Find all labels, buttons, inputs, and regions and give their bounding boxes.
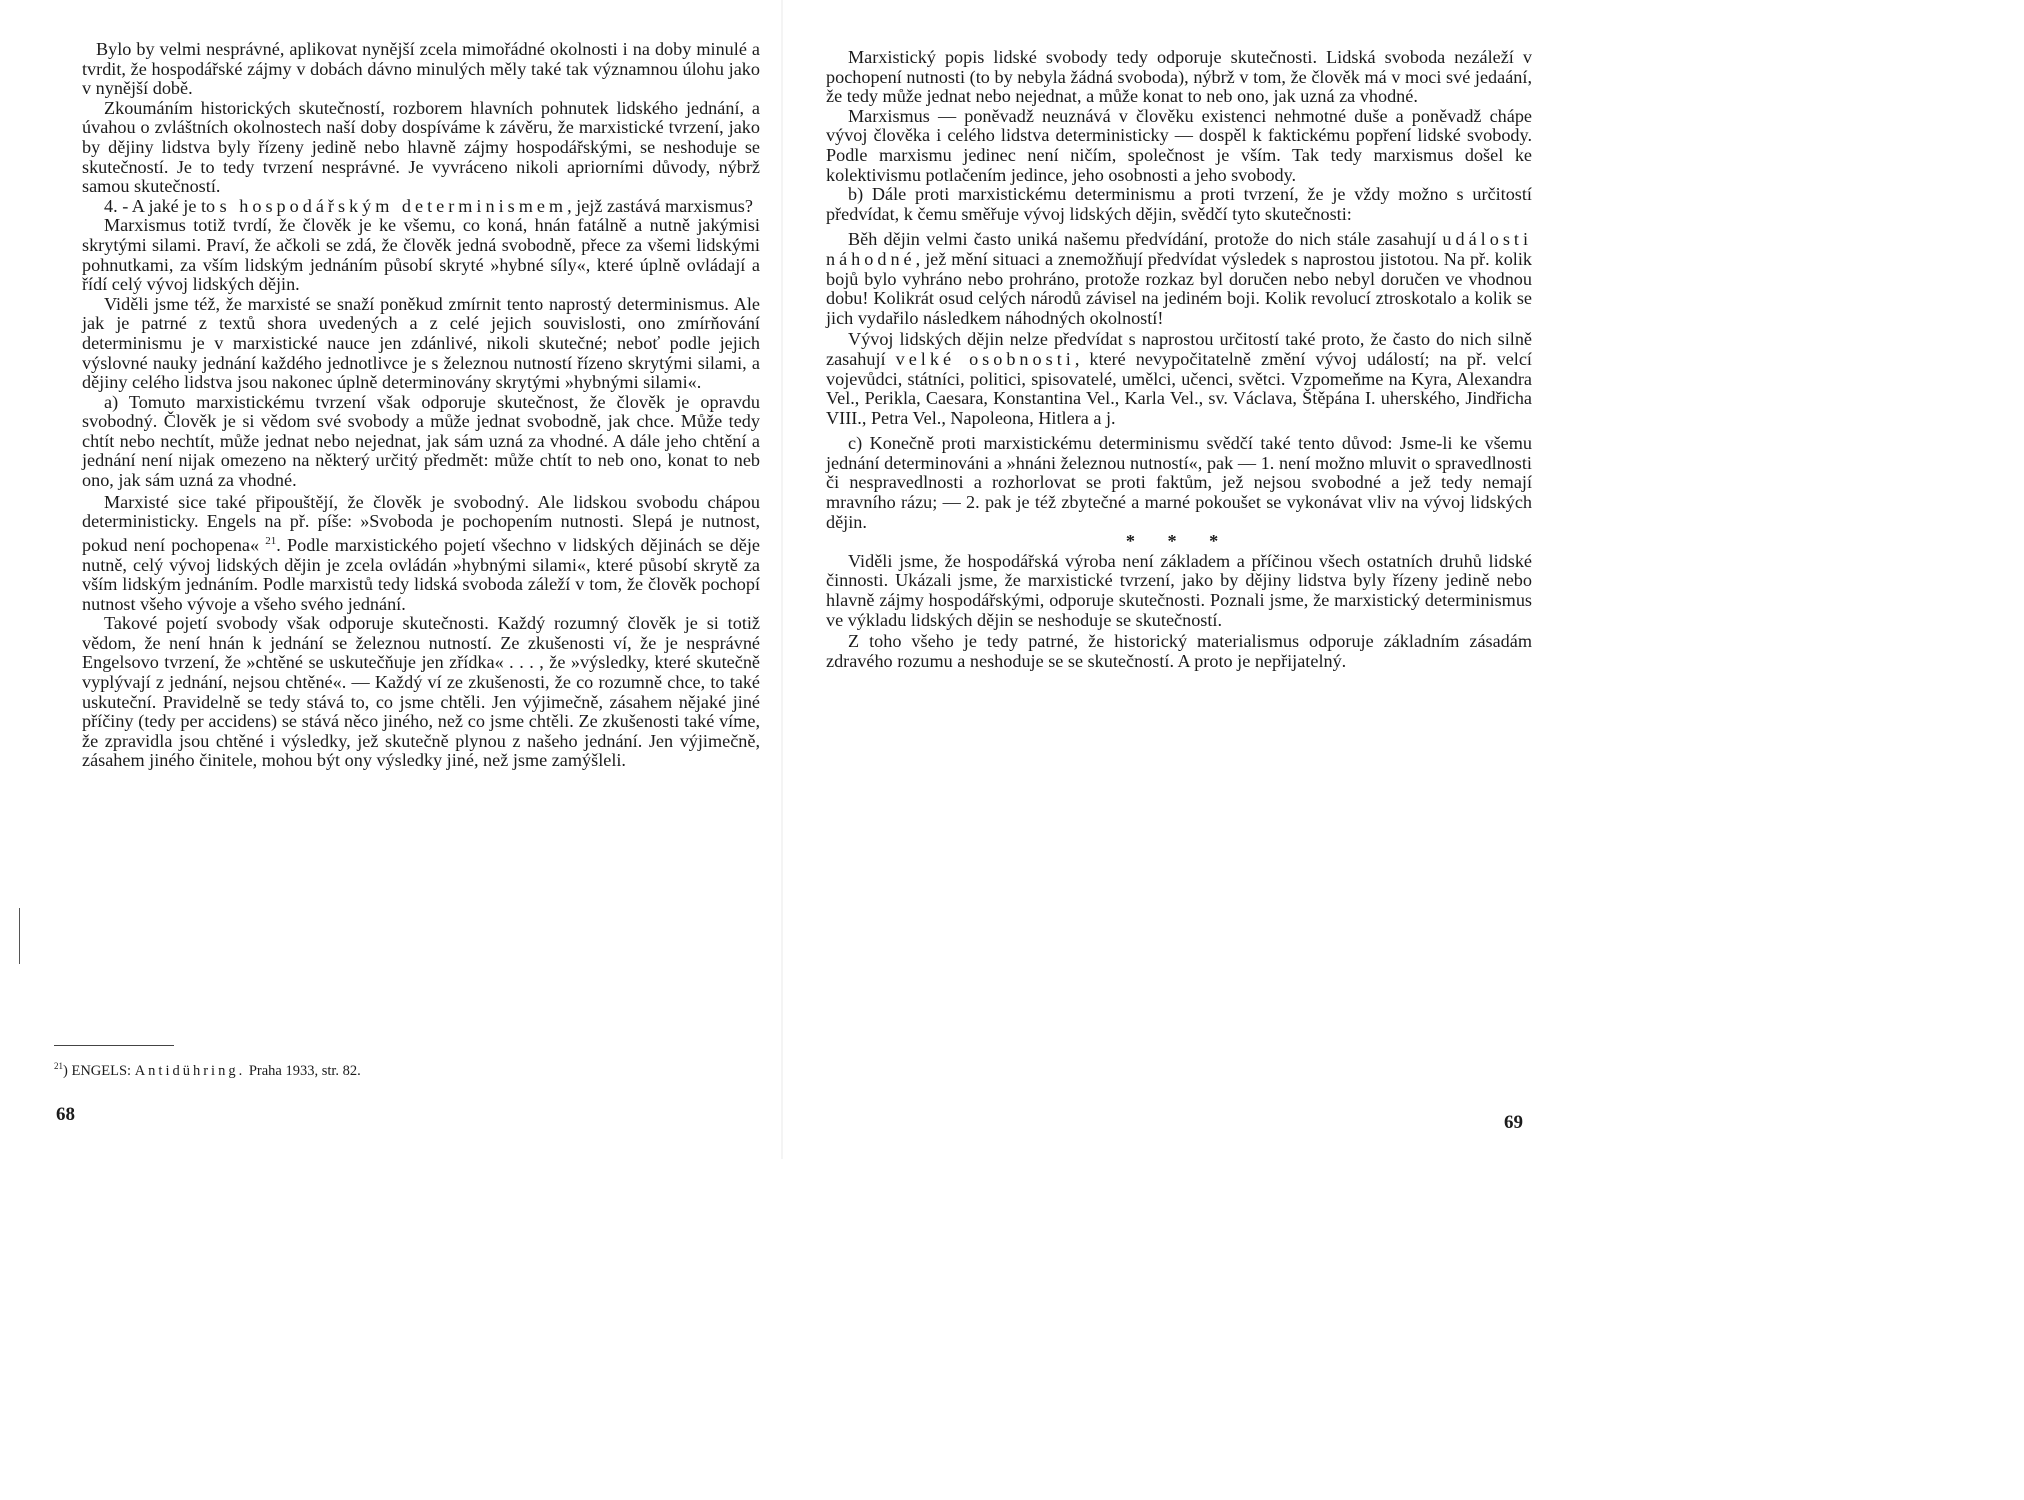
emphasized-term: s hospodářským determinismem xyxy=(219,195,568,216)
text-run: . Podle marxistického pojetí všechno v lidských dějinách se děje nutně, celý vývoj lidských dějin je zcela ovládán »hybnými silami«, které působí skrytě za vším lidským jednáním. Podle marxistů tedy lidská svoboda záleží v tom, že člověk pochopí nutnost všeho vývoje a všeho svého jednání. xyxy=(82,534,760,614)
paragraph-chance-events xyxy=(826,230,1532,328)
paragraph-engels xyxy=(82,493,760,615)
text-run: , jejž zastává marxismus? xyxy=(567,195,753,216)
text-run: Běh dějin velmi často uniká našemu předvídání, protože do nich stále zasahují xyxy=(848,229,1443,250)
right-text-column xyxy=(826,48,1532,671)
text-run: , které nevypočitatelně změní vývoj událostí; na př. velcí vojevůdci, státníci, politici, spisovatelé, umělci, učenci, světci. Vzpomeňme na Kyra, Alexandra Vel., Perikla, Caesara, Konstantina Vel., Karla Vel., sv. Václava, Štěpána I. uherského, Jindřicha VIII., Petra Vel., Napoleona, Hitlera a j. xyxy=(826,348,1532,428)
paragraph-question xyxy=(82,197,760,217)
paragraph-great-personalities xyxy=(826,330,1532,428)
paragraph: b) Dále proti marxistickému determinismu a proti tvrzení, že je vždy možno s určitostí předvídat, k čemu směřuje vývoj lidských dějin, svědčí tyto skutečnosti: xyxy=(826,184,1532,224)
footnote: $^{21}$) ENGELS: Antidühring. Praha 1933, str. 82. xyxy=(54,1061,361,1079)
section-separator: * * * xyxy=(1125,531,1233,552)
paragraph: c) Konečně proti marxistickému determinismu svědčí také tento důvod: Jsme-li ke všemu jednání determinováni a »hnáni železnou nutností«, pak — 1. není možno mluvit o spravedlnosti či nespravedlnosti a rozhorlovat se proti faktům, jež nejsou svobodné a jež tedy nemají mravního rázu; — 2. pak je též zbytečné a marné pokoušet se vykonávat vliv na vývoj lidských dějin. xyxy=(826,433,1532,532)
text-run: 4. - A jaké je to xyxy=(104,195,220,216)
paragraph: Bylo by velmi nesprávné, aplikovat nynější zcela mimořádné okolnosti i na doby minulé a tvrdit, že hospodářské zájmy v dobách dávno minulých měly také tak významnou úlohu jako v nynější době. xyxy=(82,39,760,99)
paragraph: Marxistický popis lidské svobody tedy odporuje skutečnosti. Lidská svoboda nezáleží v pochopení nutnosti (to by nebyla žádná svoboda), nýbrž v tom, že člověk má v moci své jedaání, že tedy může jednat nebo nejednat, a může konat to neb ono, jak uzná za vhodné. xyxy=(826,47,1532,107)
text-run: Marxisté sice také připouštějí, že člověk je svobodný. Ale lidskou svobodu chápou deterministicky. Engels na př. píše: »Svoboda je pochopením nutnosti. Slepá je nutnost, pokud není pochopena« xyxy=(82,491,760,555)
page-number: 68 xyxy=(56,1104,75,1125)
paragraph: Viděli jsme, že hospodářská výroba není základem a příčinou všech ostatních druhů lidské činnosti. Ukázali jsme, že marxistické tvrzení, jako by dějiny lidstva byly řízeny jedině nebo hlavně zájmy hospodářskými, odporuje skutečnosti. Poznali jsme, že marxistický determinismus ve výkladu lidských dějin se neshoduje se skutečností. xyxy=(826,550,1532,630)
footnote-details: Praha 1933, str. 82. xyxy=(248,1062,361,1079)
footnote-title: Antidühring. xyxy=(134,1062,246,1079)
emphasized-term: velké osobnosti xyxy=(895,348,1075,369)
paragraph: a) Tomuto marxistickému tvrzení však odporuje skutečnost, že člověk je opravdu svobodný. Člověk je si vědom své svobody a může jednat svobodně, jak chce. Může tedy chtít nebo nechtít, může jednat nebo nejednat, jak sám uzná za vhodné. A dále jeho chtění a jednání není nijak omezeno na některý určitý předmět: může chtít to neb ono, konat to neb ono, jak sám uzná za vhodné. xyxy=(82,391,760,491)
paragraph: Zkoumáním historických skutečností, rozborem hlavních pohnutek lidského jednání, a úvahou o zvláštních okolnostech naší doby dospíváme k závěru, že marxistické tvrzení, jako by dějiny lidstva byly řízeny jedině nebo hlavně zájmy hospodářskými, se neshoduje se skutečností. Je to tedy tvrzení nesprávné. Je vyvráceno nikoli apriorními důvody, nýbrž samou skutečností. xyxy=(82,97,760,197)
emphasized-term: události náhodné xyxy=(826,229,1532,269)
text-run: Vývoj lidských dějin nelze předvídat s naprostou určitostí také proto, že často do nich silně zasahují xyxy=(826,329,1532,369)
margin-pencil-mark xyxy=(19,908,20,964)
footnote-author: ENGELS: xyxy=(71,1062,132,1079)
footnote-number: 21 xyxy=(54,1061,63,1071)
paragraph: Takové pojetí svobody však odporuje skutečnosti. Každý rozumný člověk je si totiž vědom, že není hnán k jednání se železnou nutností. Ze zkušenosti ví, že je nesprávné Engelsovo tvrzení, že »chtěné se uskutečňuje jen zřídka« . . . , že »výsledky, které skutečně vyplývají z jednání, nejsou chtěné«. — Každý ví ze zkušenosti, že co rozumně chce, to také uskuteční. Pravidelně se tedy stává to, co jsme chtěli. Jen výjimečně, zásahem nějaké jiné příčiny (tedy per accidens) se stává něco jiného, než co jsme chtěli. Ze zkušenosti také víme, že zpravidla jsou chtěné i výsledky, jež skutečně plynou z našeho jednání. Jen výjimečně, zásahem jiného činitele, mohou být ony výsledky jiné, než jsme zamýšleli. xyxy=(82,613,760,771)
paragraph-conclusion: Z toho všeho je tedy patrné, že historický materialismus odporuje základním zásadám zdravého rozumu a neshoduje se se skutečností. A proto je nepřijatelný. xyxy=(826,631,1532,671)
footnote-divider xyxy=(54,1045,174,1046)
paragraph: Viděli jsme též, že marxisté se snaží poněkud zmírnit tento naprostý determinismus. Ale jak je patrné z textů shora uvedených a z celé jejich souvislosti, ono zmírňování determinismu je v marxistické nauce jen zdánlivé, nikoli skutečné; neboť podle jejich výslovné nauky jednání každého jednotlivce je s železnou nutností řízeno skrytými silami, a dějiny celého lidstva jsou nakonec úplně determinovány skrytými »hybnými silami«. xyxy=(82,293,760,393)
paragraph: Marxismus — poněvadž neuznává v člověku existenci nehmotné duše a poněvadž chápe vývoj člověka i celého lidstva deterministicky — dospěl k faktickému popření lidské svobody. Podle marxismu jedinec není ničím, společnost je vším. Tak tedy marxismus došel ke kolektivismu potlačením jedince, jeho osobnosti a jeho svobody. xyxy=(826,105,1532,185)
paragraph: Marxismus totiž tvrdí, že člověk je ke všemu, co koná, hnán fatálně a nutně jakýmisi skrytými silami. Praví, že ačkoli se zdá, že člověk jedná svobodně, přece za všemi lidskými pohnutkami, za vším lidským jednáním působí skryté »hybné síly«, které úplně ovládají a řídí celý vývoj lidských dějin. xyxy=(82,215,760,295)
left-page xyxy=(0,0,782,1159)
text-run: , jež mění situaci a znemožňují předvídat výsledek s naprostou jistotou. Na př. kolik bojů bylo vyhráno nebo prohráno, protože rozkaz byl doručen nebo nebyl doručen ve vhodnou dobu! Kolikrát osud celých národů závisel na jediném boji. Kolik revolucí ztroskotalo a kolik se jich vydařilo následkem náhodných okolností! xyxy=(826,248,1532,328)
page-number: 69 xyxy=(1504,1112,1523,1133)
right-page xyxy=(782,0,1564,1159)
left-text-column xyxy=(82,40,760,771)
footnote-reference[interactable]: 21 xyxy=(265,534,277,547)
